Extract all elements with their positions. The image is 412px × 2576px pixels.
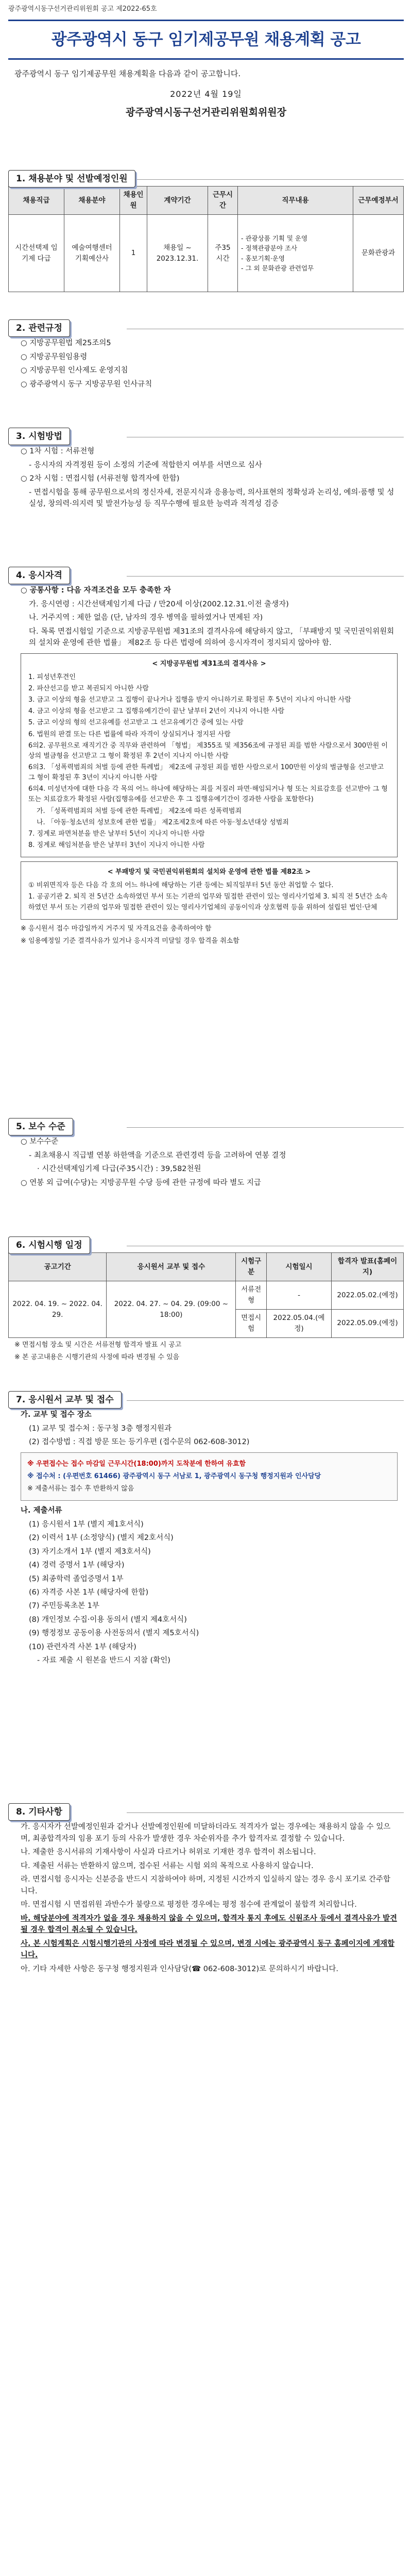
list-item: (3) 자기소개서 1부 (별지 제3호서식) [29,1547,151,1556]
list-item: (2) 접수방법 : 직접 방문 또는 등기우편 (접수문의 062-608-3012) [29,1438,250,1447]
title-top-rule [8,20,404,52]
section-heading: 1. 채용분야 및 선발예정인원 [8,170,135,188]
list-item: 가. 응시자가 선발예정인원과 같거나 선발예정인원에 미달하더라도 적격자가 없는 경우에는 채용하지 않을 수 있으며, 최종합격자의 임용 포기 등의 사유가 발생한 경우 차순위자를 추가 합격자로 결정할 수 있습니다. [21,1823,391,1843]
list-item: 나. 거주지역 : 제한 없음 (단, 남자의 경우 병역을 필하였거나 면제된 자) [29,614,263,622]
section-heading: 6. 시험시행 일정 [8,1236,90,1254]
box-line: 1. 공공기관 2. 퇴직 전 5년간 소속하였던 부서 또는 기관의 업무와 밀접한 관련이 있는 영리사기업체 3. 퇴직 전 5년간 소속하였던 부서 또는 기관의 업무와 밀접한 관련이 있는 영리사기업체의 공동이익과 상호협력 등을 위하여 설립된 법인·단체 [28,893,388,911]
list-item: - 면접시험을 통해 공무원으로서의 정신자세, 전문지식과 응용능력, 의사표현의 정확성과 논리성, 예의·품행 및 성실성, 창의력·의지력 및 발전가능성 등 직무수행에 필요한 능력과 적격성 검증 [29,488,394,509]
box-line: 5. 금고 이상의 형의 선고유예를 선고받고 그 선고유예기간 중에 있는 사람 [28,719,244,727]
intro-text: 광주광역시 동구 임기제공무원 채용계획을 다음과 같이 공고합니다. [14,69,241,79]
section-heading: 2. 관련규정 [8,319,70,337]
list-item: (4) 경력 증명서 1부 (해당자) [29,1561,125,1570]
box-title: < 지방공무원법 제31조의 결격사유 > [152,659,266,668]
cell-hours: 주35 시간 [208,215,238,292]
list-item: 라. 면접시험 응시자는 신분증을 반드시 지참하여야 하며, 지정된 시간까지 입실하지 않는 경우 응시 포기로 간주합니다. [21,1875,391,1895]
col-grade: 채용직급 [9,187,64,215]
section-eligibility [8,567,404,948]
section-pay [8,1118,404,1191]
col-hours: 근무시간 [208,187,238,215]
list-item: (5) 최종학력 졸업증명서 1부 [29,1574,124,1583]
list-item: - 자료 제출 시 원본을 반드시 지참 (확인) [37,1656,170,1665]
list-item: ○ 연봉 외 급여(수당)는 지방공무원 수당 등에 관한 규정에 따라 별도 지급 [21,1178,261,1187]
box-line: 6. 법원의 판결 또는 다른 법률에 따라 자격이 상실되거나 정지된 사람 [28,730,231,738]
section-heading: 4. 응시자격 [8,567,70,584]
list-item: 다. 제출된 서류는 반환하지 않으며, 접수된 서류는 시험 외의 목적으로 사용하지 않습니다. [21,1861,314,1870]
list-item: (2) 이력서 1부 (소정양식) (별지 제2호서식) [29,1534,174,1543]
note: ※ 본 공고내용은 시행기관의 사정에 따라 변경될 수 있음 [14,1353,180,1362]
section-recruitment [8,170,404,292]
box-line: 6의3. 「성폭력범죄의 처벌 등에 관한 특례법」 제2조에 규정된 죄를 범한 사람으로서 100만원 이상의 벌금형을 선고받고 그 형이 확정된 후 3년이 지나지 아니한 사람 [28,763,384,782]
box-line: 7. 징계로 파면처분을 받은 날부터 5년이 지나지 아니한 사람 [28,829,205,838]
cell-type: 면접시험 [236,1310,267,1338]
col-type: 시험구분 [236,1253,267,1281]
list-item: (7) 주민등록초본 1부 [29,1602,100,1611]
note: ※ 제출서류는 접수 후 반환하지 않음 [27,1485,134,1493]
list-item: 사. 본 시험계획은 시험시행기관의 사정에 따라 변경될 수 있으며, 변경 시에는 광주광역시 동구 홈페이지에 게재합니다. [21,1939,395,1960]
table-row [9,1281,404,1310]
mail-notice-box [21,1452,398,1501]
list-item: ○ 공통사항 : 다음 자격조건을 모두 충족한 자 [21,586,171,595]
col-dept: 근무예정부서 [353,187,404,215]
list-item: ○ 지방공무원 인사제도 운영지침 [21,366,128,375]
list-item: - 응시자의 자격정원 등이 소정의 기준에 적합한지 여부를 서면으로 심사 [29,461,262,469]
box-line: 6의4. 미성년자에 대한 다음 각 목의 어느 하나에 해당하는 죄를 저질러 파면·해임되거나 형 또는 치료감호를 선고받아 그 형 또는 치료감호가 확정된 사람(집행유예를 선고받은 후 그 집행유예기간이 경과한 사람을 포함한다) [28,785,388,804]
announcement-date: 2022년 4월 19일 [170,89,242,99]
col-notice: 공고기간 [9,1253,107,1281]
schedule-table [8,1252,404,1338]
section-schedule [8,1236,404,1365]
col-count: 채용인원 [120,187,147,215]
note: ※ 접수처 : (우편번호 61466) 광주광역시 동구 서남로 1, 광주광역시 동구청 행정지원과 인사담당 [27,1472,321,1480]
section-application [8,1391,404,1669]
section-heading: 8. 기타사항 [8,1803,70,1821]
box-title: < 부패방지 및 국민권익위원회의 설치와 운영에 관한 법률 제82조 > [107,868,311,876]
section-exam-method [8,428,404,512]
col-exam: 시험일시 [266,1253,331,1281]
disqualification-box [21,653,398,857]
cell-apply: 2022. 04. 27. ~ 04. 29. (09:00 ~ 18:00) [107,1281,236,1338]
list-item: 가. 교부 및 접수 장소 [21,1411,92,1419]
section-heading: 7. 응시원서 교부 및 접수 [8,1391,122,1409]
box-line: 가. 「성폭력범죄의 처벌 등에 관한 특례법」 제2조에 따른 성폭력범죄 [37,807,242,815]
page-title: 광주광역시 동구 임기제공무원 채용계획 공고 [51,30,361,49]
box-line: 나. 「아동·청소년의 성보호에 관한 법률」 제2조제2호에 따른 아동·청소년대상 성범죄 [37,818,289,826]
col-period: 계약기간 [147,187,208,215]
anticorruption-box [21,861,398,920]
note: ※ 우편접수는 접수 마감일 근무시간(18:00)까지 도착분에 한하여 유효함 [27,1460,246,1468]
list-item: ○ 보수수준 [21,1138,59,1146]
list-item: (1) 응시원서 1부 (별지 제1호서식) [29,1520,144,1529]
cell-exam: - [266,1281,331,1310]
list-item: ○ 2차 시험 : 면접시험 (서류전형 합격자에 한함) [21,474,180,483]
box-line: 3. 금고 이상의 형을 선고받고 그 집행이 끝나거나 집행을 받지 아니하기로 확정된 후 5년이 지나지 아니한 사람 [28,696,351,704]
list-item: ○ 지방공무원법 제25조의5 [21,339,111,348]
list-item: 나. 제출서류 [21,1506,62,1515]
section-heading: 5. 보수 수준 [8,1118,73,1136]
section-regulations [8,319,404,392]
list-item: ○ 지방공무원임용령 [21,352,88,361]
issuing-agency: 광주광역시동구선거관리위원회위원장 [125,107,287,118]
col-result: 합격자 발표(홈페이지) [332,1253,404,1281]
col-duties: 직무내용 [238,187,353,215]
list-item: 나. 제출한 응시서류의 기재사항이 사실과 다르거나 허위로 기재한 경우 합격이 취소됩니다. [21,1848,316,1857]
cell-exam: 2022.05.04.(예정) [266,1310,331,1338]
box-line: 2. 파산선고를 받고 복권되지 아니한 사람 [28,684,149,692]
list-item: (9) 행정정보 공동이용 사전동의서 (별지 제5호서식) [29,1629,199,1638]
note: ※ 면접시험 장소 및 시간은 서류전형 합격자 발표 시 공고 [14,1341,182,1349]
cell-duties: - 관광상품 기획 및 운영 - 정책관광분야 조사 - 홍보기획·운영 - 그 외 문화관광 관련업무 [238,215,353,292]
list-item: 아. 기타 자세한 사항은 동구청 행정지원과 인사담당(☎ 062-608-3012)로 문의하시기 바랍니다. [21,1964,339,1973]
note: ※ 응시원서 접수 마감일까지 거주지 및 자격요건을 충족하여야 함 [21,924,212,933]
list-item: - 최초채용시 직급별 연봉 하한액을 기준으로 관련경력 등을 고려하여 연봉 결정 [29,1151,286,1160]
cell-result: 2022.05.02.(예정) [332,1281,404,1310]
section-heading: 3. 시험방법 [8,428,70,445]
col-field: 채용분야 [64,187,120,215]
cell-field: 예술여행센터 기획예산사 [64,215,120,292]
table-row [9,215,404,292]
note: ※ 임용예정일 기준 결격사유가 있거나 응시자격 미달일 경우 합격을 취소함 [21,937,239,945]
list-item: (10) 관련자격 사본 1부 (해당자) [29,1642,136,1651]
cell-type: 서류전형 [236,1281,267,1310]
box-line: 1. 피성년후견인 [28,673,76,681]
col-apply: 응시원서 교부 및 접수 [107,1253,236,1281]
list-item: · 시간선택제임기제 다급(주35시간) : 39,582천원 [37,1165,201,1174]
list-item: ○ 1차 시험 : 서류전형 [21,447,95,456]
cell-dept: 문화관광과 [353,215,404,292]
list-item: (6) 자격증 사본 1부 (해당자에 한함) [29,1588,149,1597]
cell-result: 2022.05.09.(예정) [332,1310,404,1338]
list-item: 다. 목록 면접시험일 기준으로 지방공무원법 제31조의 결격사유에 해당하지 않고, 「부패방지 및 국민권익위원회의 설치와 운영에 관한 법률」 제82조 등 다른 법령에 의하여 응시자격이 정지되지 않아야 함. [29,627,394,648]
box-line: 4. 금고 이상의 형을 선고받고 그 집행유예기간이 끝난 날부터 2년이 지나지 아니한 사람 [28,707,285,716]
box-line: 6의2. 공무원으로 재직기간 중 직무와 관련하여 「형법」 제355조 및 제356조에 규정된 죄를 범한 사람으로서 300만원 이상의 벌금형을 선고받고 그 형이 확정된 후 2년이 지나지 아니한 사람 [28,741,388,760]
cell-period: 채용일 ~ 2023.12.31. [147,215,208,292]
list-item: 마. 면접시험 시 면접위원 과반수가 불량으로 평정한 경우에는 평정 점수에 관계없이 불합격 처리합니다. [21,1901,357,1909]
list-item: ○ 광주광역시 동구 지방공무원 인사규칙 [21,380,152,388]
box-line: ① 비위면직자 등은 다음 각 호의 어느 하나에 해당하는 기관 등에는 퇴직일부터 5년 동안 취업할 수 없다. [28,882,334,890]
box-line: 8. 징계로 해임처분을 받은 날부터 3년이 지나지 아니한 사람 [28,841,205,849]
cell-grade: 시간선택제 임기제 다급 [9,215,64,292]
cell-count: 1 [120,215,147,292]
section-misc [8,1803,404,1977]
recruitment-table [8,186,404,292]
list-item: 바. 해당분야에 적격자가 없을 경우 채용하지 않을 수 있으며, 합격자 통지 후에도 신원조사 등에서 결격사유가 발견될 경우 합격이 취소될 수 있습니다. [21,1914,398,1935]
list-item: 가. 응시연령 : 시간선택제임기제 다급 / 만20세 이상(2002.12.31.이전 출생자) [29,600,289,608]
cell-notice: 2022. 04. 19. ~ 2022. 04. 29. [9,1281,107,1338]
list-item: (8) 개인정보 수집·이용 동의서 (별지 제4호서식) [29,1615,187,1624]
list-item: (1) 교부 및 접수처 : 동구청 3층 행정지원과 [29,1424,172,1433]
announcement-number: 광주광역시동구선거관리위원회 공고 제2022-65호 [8,5,157,13]
